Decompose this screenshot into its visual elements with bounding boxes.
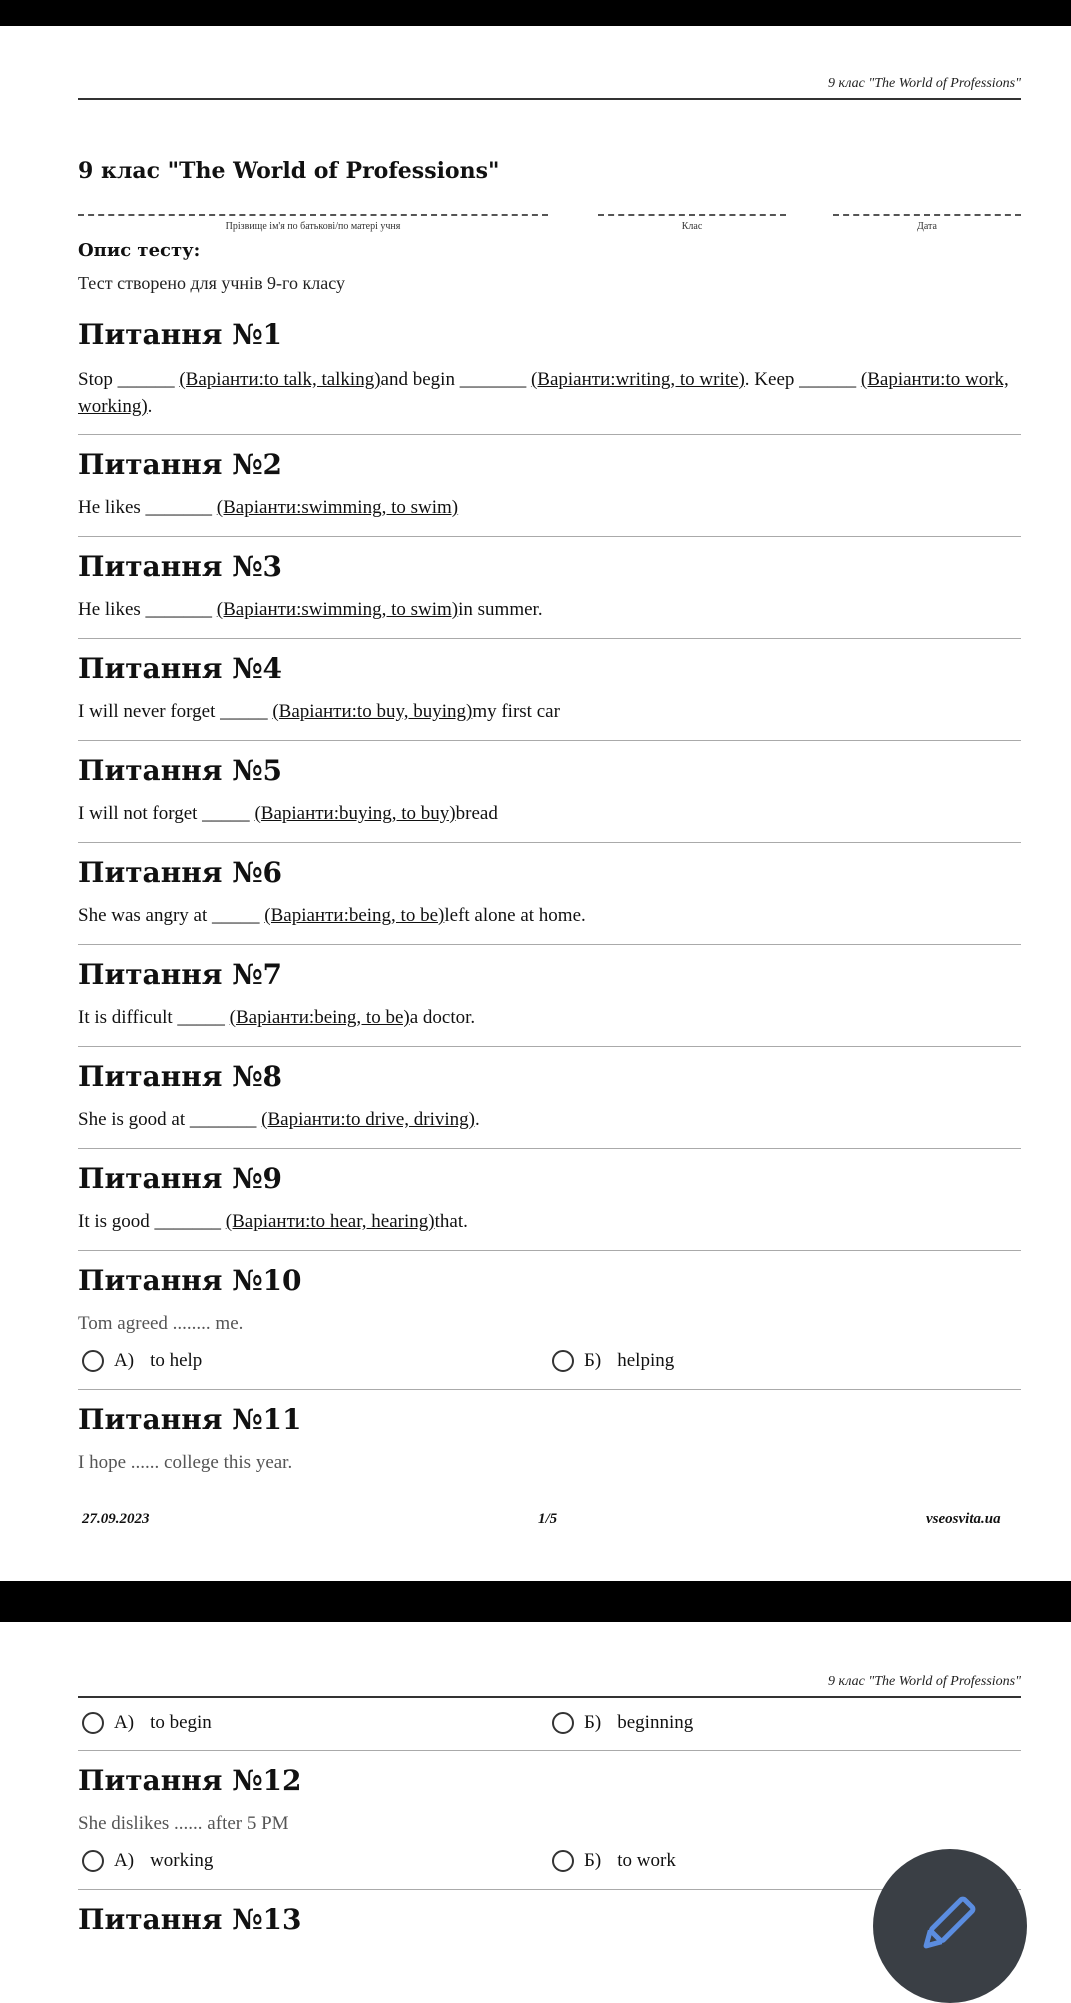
divider	[78, 638, 1021, 639]
question-3-text	[78, 596, 1018, 623]
divider	[78, 740, 1021, 741]
pencil-icon	[913, 1889, 983, 1959]
question-8-title: Питання №8	[78, 1060, 283, 1093]
radio-icon[interactable]	[82, 1712, 104, 1734]
q1-options-1[interactable]: (Варіанти:to talk, talking)	[179, 369, 381, 390]
question-2-text	[78, 494, 1018, 521]
description-text: Тест створено для учнів 9-го класу	[78, 273, 345, 293]
q1-part-3: . Keep ______	[744, 369, 861, 390]
q6-part-2: left alone at home.	[444, 905, 586, 926]
option-label: to help	[150, 1350, 203, 1371]
option-letter: A)	[114, 1350, 135, 1371]
radio-icon[interactable]	[82, 1850, 104, 1872]
q5-options[interactable]: (Варіанти:buying, to buy)	[254, 803, 456, 824]
question-1-text	[78, 366, 1018, 420]
q12-option-a[interactable]	[82, 1850, 213, 1872]
option-label: working	[150, 1850, 214, 1871]
q3-options[interactable]: (Варіанти:swimming, to swim)	[216, 599, 459, 620]
q7-part-1: It is difficult _____	[78, 1007, 230, 1028]
question-10-text: Tom agreed ........ me.	[78, 1313, 244, 1334]
radio-icon[interactable]	[552, 1350, 574, 1372]
question-5-text	[78, 800, 1018, 827]
running-header: 9 клас "The World of Professions"	[828, 76, 1021, 91]
q1-part-2: and begin _______	[380, 369, 531, 390]
question-11-text: I hope ...... college this year.	[78, 1452, 293, 1473]
question-6-text	[78, 902, 1018, 929]
footer-page-number: 1/5	[538, 1511, 558, 1527]
question-9-title: Питання №9	[78, 1162, 283, 1195]
running-header: 9 клас "The World of Professions"	[828, 1674, 1021, 1689]
divider	[78, 944, 1021, 945]
option-letter: A)	[114, 1712, 135, 1733]
q9-options[interactable]: (Варіанти:to hear, hearing)	[225, 1211, 435, 1232]
q10-option-a[interactable]	[82, 1350, 202, 1372]
header-rule	[78, 98, 1021, 100]
class-field-line[interactable]	[598, 214, 786, 216]
option-label: beginning	[617, 1712, 694, 1733]
divider	[78, 1889, 1021, 1890]
class-field-caption: Клас	[681, 221, 703, 232]
divider	[78, 1250, 1021, 1251]
question-7-text	[78, 1004, 1018, 1031]
q5-part-1: I will not forget _____	[78, 803, 255, 824]
option-letter: Б)	[584, 1712, 602, 1733]
top-black-bar	[0, 0, 1071, 26]
q1-part-4: .	[147, 396, 153, 417]
q4-part-1: I will never forget _____	[78, 701, 273, 722]
question-4-title: Питання №4	[78, 652, 283, 685]
header-rule	[78, 1696, 1021, 1698]
document-title: 9 клас "The World of Professions"	[78, 158, 500, 184]
divider	[78, 536, 1021, 537]
page-separator	[0, 1581, 1071, 1622]
divider	[78, 1750, 1021, 1751]
divider	[78, 1389, 1021, 1390]
q4-part-2: my first car	[472, 701, 560, 722]
name-field-line[interactable]	[78, 214, 548, 216]
question-8-text	[78, 1106, 1018, 1133]
question-11-title: Питання №11	[78, 1403, 302, 1436]
q3-part-1: He likes _______	[78, 599, 217, 620]
footer-site: vseosvita.ua	[926, 1511, 1001, 1527]
question-2-title: Питання №2	[78, 448, 283, 481]
q12-option-b[interactable]	[552, 1850, 676, 1872]
description-label: Опис тесту:	[78, 240, 201, 261]
option-letter: A)	[114, 1850, 135, 1871]
q2-options[interactable]: (Варіанти:swimming, to swim)	[216, 497, 459, 518]
question-1-title: Питання №1	[78, 318, 283, 351]
q5-part-2: bread	[455, 803, 498, 824]
question-4-text	[78, 698, 1018, 725]
divider	[78, 1148, 1021, 1149]
question-6-title: Питання №6	[78, 856, 283, 889]
divider	[78, 434, 1021, 435]
question-5-title: Питання №5	[78, 754, 283, 787]
divider	[78, 842, 1021, 843]
q7-part-2: a doctor.	[409, 1007, 476, 1028]
q4-options[interactable]: (Варіанти:to buy, buying)	[272, 701, 473, 722]
q8-part-1: She is good at _______	[78, 1109, 262, 1130]
q11-option-a[interactable]	[82, 1712, 212, 1734]
option-letter: Б)	[584, 1850, 602, 1871]
q8-part-2: .	[474, 1109, 480, 1130]
q1-part-1: Stop ______	[78, 369, 180, 390]
radio-icon[interactable]	[82, 1350, 104, 1372]
q1-options-2[interactable]: (Варіанти:writing, to write)	[530, 369, 745, 390]
q9-part-2: that.	[434, 1211, 468, 1232]
q10-option-b[interactable]	[552, 1350, 674, 1372]
question-9-text	[78, 1208, 1018, 1235]
date-field-caption: Дата	[917, 221, 937, 232]
q8-options[interactable]: (Варіанти:to drive, driving)	[261, 1109, 475, 1130]
option-label: helping	[617, 1350, 675, 1371]
name-field-caption: Прізвище ім'я по батькові/по матері учня	[225, 221, 401, 232]
question-13-title: Питання №13	[78, 1903, 302, 1936]
option-label: to begin	[150, 1712, 212, 1733]
q9-part-1: It is good _______	[78, 1211, 226, 1232]
question-7-title: Питання №7	[78, 958, 283, 991]
radio-icon[interactable]	[552, 1850, 574, 1872]
q11-option-b[interactable]	[552, 1712, 693, 1734]
divider	[78, 1046, 1021, 1047]
option-label: to work	[617, 1850, 676, 1871]
q1-options-3[interactable]: (Варіанти:to work, working)	[78, 369, 1009, 417]
q2-part-1: He likes _______	[78, 497, 217, 518]
footer-date: 27.09.2023	[82, 1511, 150, 1527]
question-12-text: She dislikes ...... after 5 PM	[78, 1813, 289, 1834]
question-3-title: Питання №3	[78, 550, 283, 583]
question-10-title: Питання №10	[78, 1264, 302, 1297]
q6-part-1: She was angry at _____	[78, 905, 265, 926]
q6-options[interactable]: (Варіанти:being, to be)	[264, 905, 445, 926]
question-12-title: Питання №12	[78, 1764, 302, 1797]
edit-fab-button[interactable]	[873, 1849, 1027, 2003]
q3-part-2: in summer.	[458, 599, 543, 620]
q7-options[interactable]: (Варіанти:being, to be)	[229, 1007, 410, 1028]
radio-icon[interactable]	[552, 1712, 574, 1734]
date-field-line[interactable]	[833, 214, 1021, 216]
option-letter: Б)	[584, 1350, 602, 1371]
